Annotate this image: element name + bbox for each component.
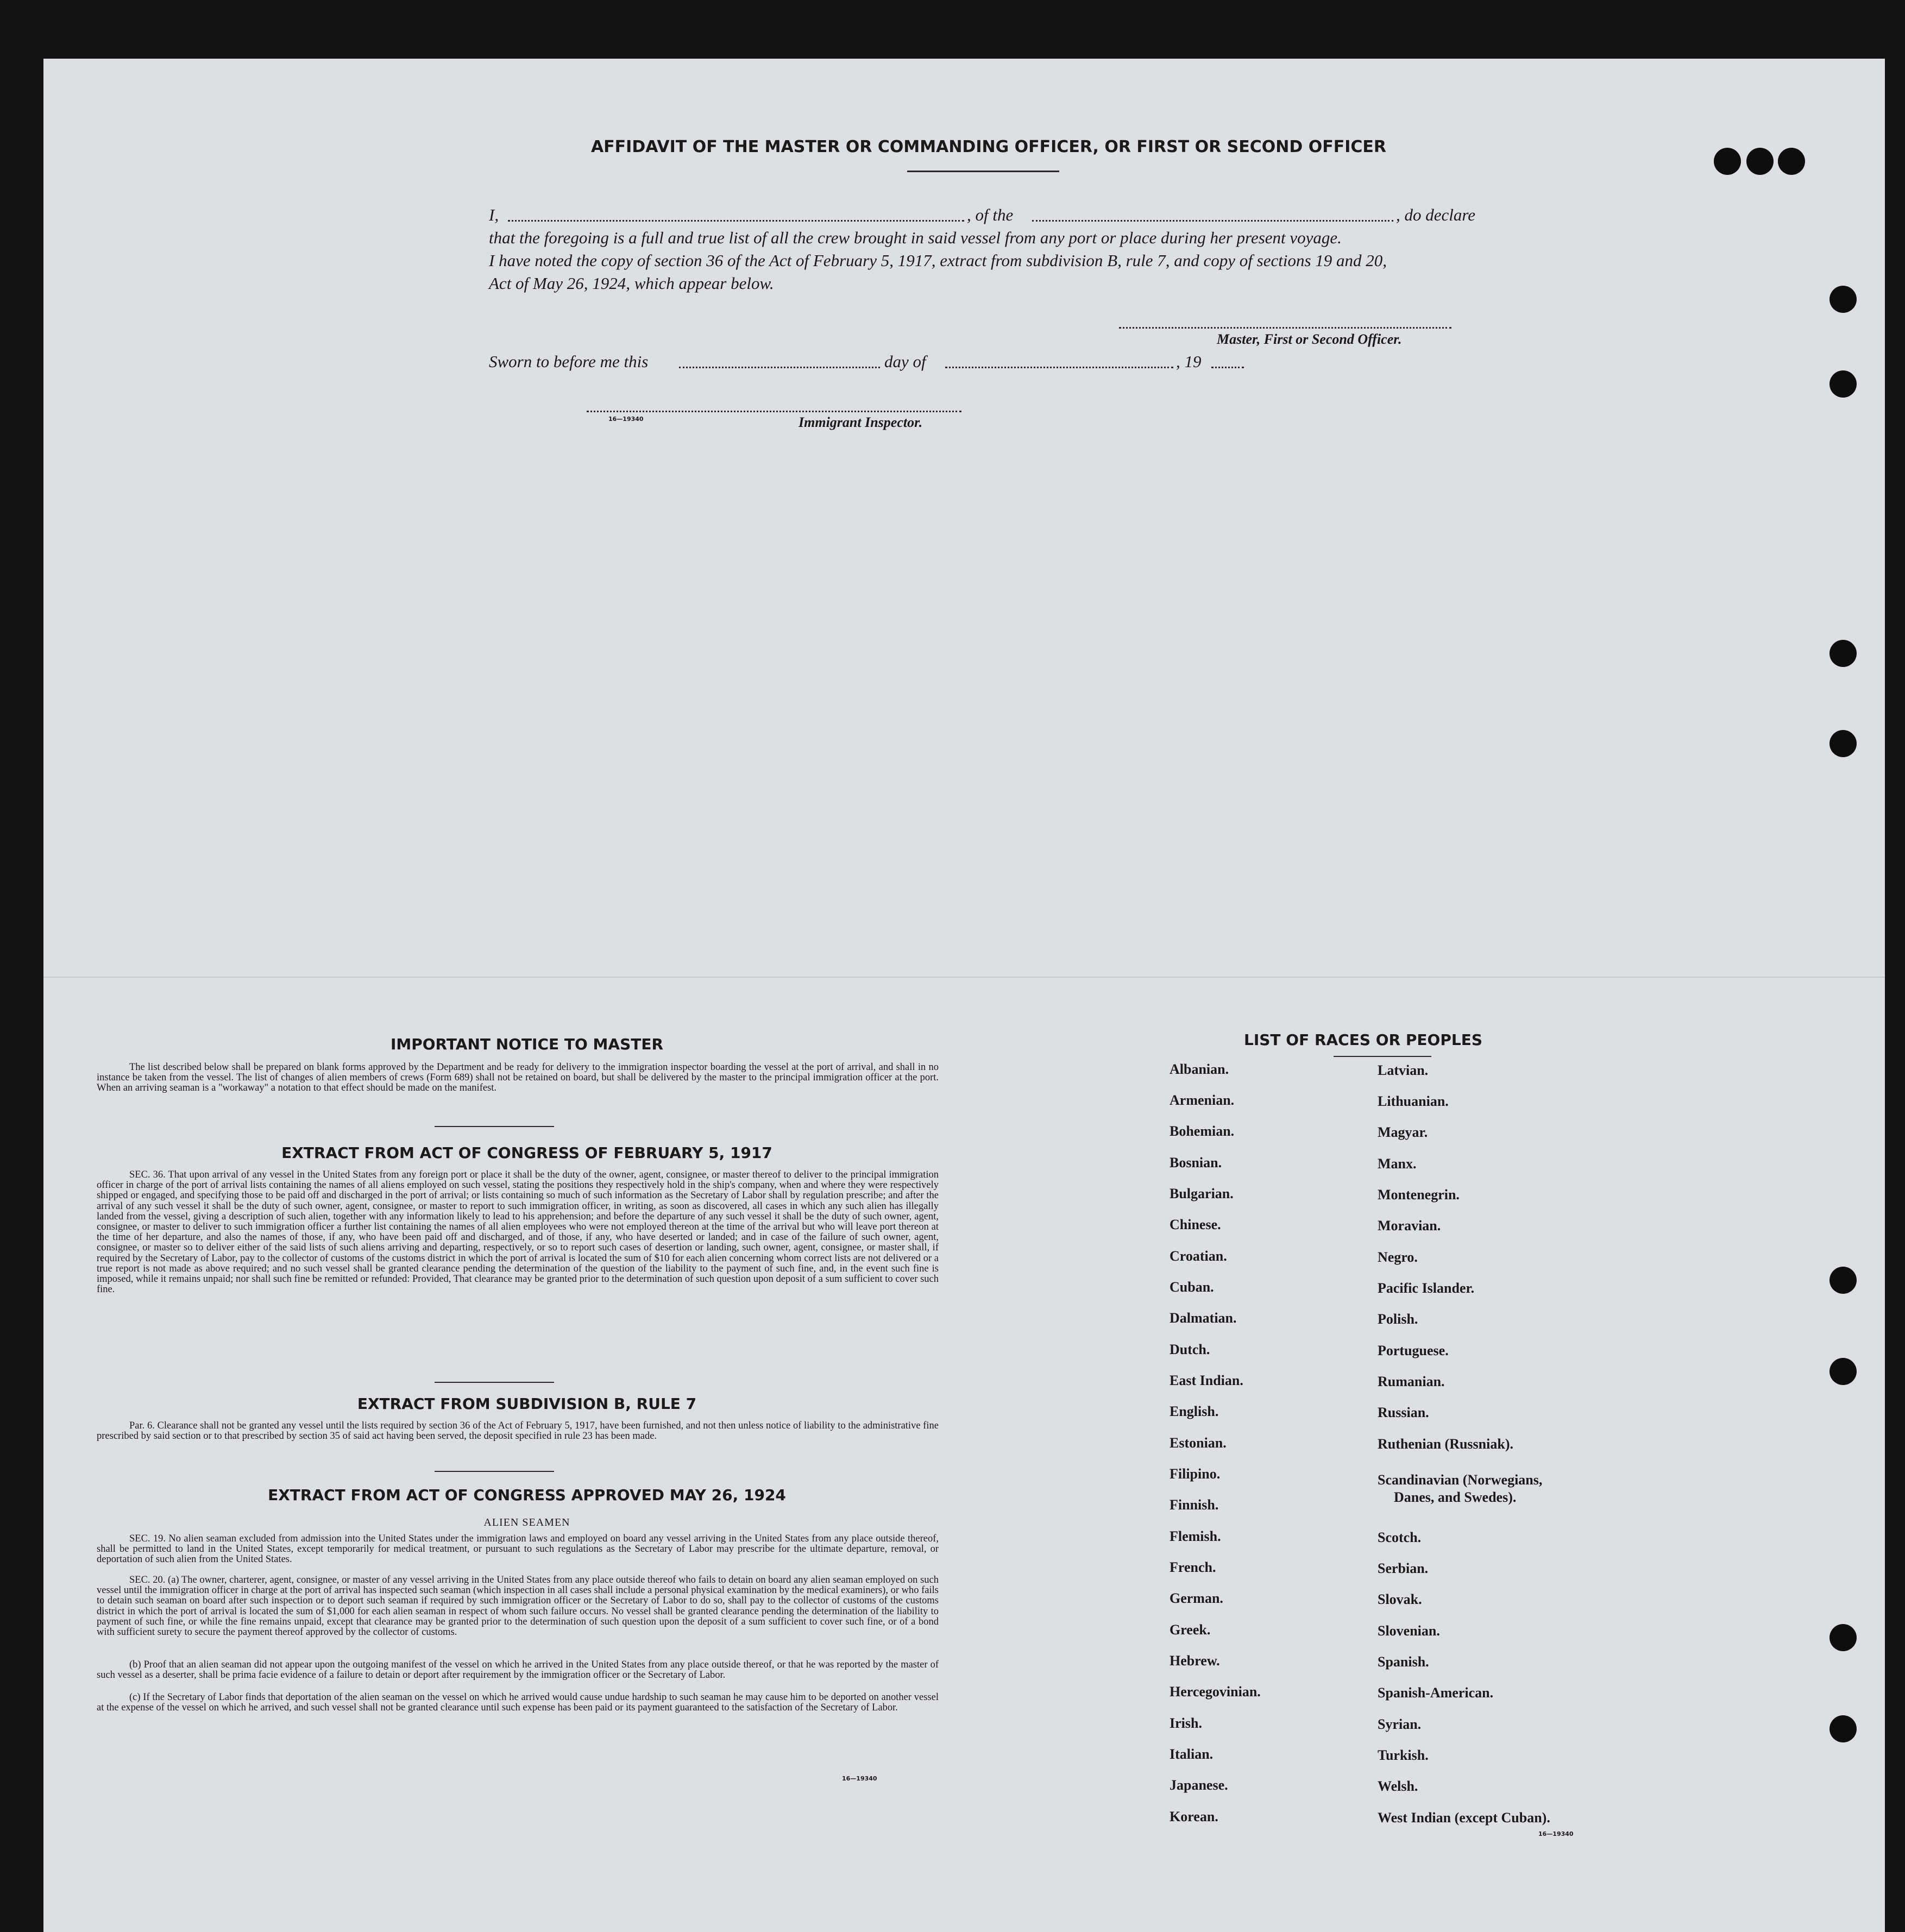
race-item: West Indian (except Cuban). [1378,1810,1550,1826]
extract-1917-title: EXTRACT FROM ACT OF CONGRESS OF FEBRUARY 5, 1917 [281,1144,772,1162]
sworn-month-field[interactable] [945,367,1173,368]
race-item: Bohemian. [1170,1123,1235,1139]
divider [435,1382,554,1383]
extract-1917-text: SEC. 36. That upon arrival of any vessel in the United States from any foreign port or place it shall be the duty of the owner, agent, consignee, or master thereof to deliver to the principal immigration officer in charge of the port of arrival lists containing the names of all aliens employed on such vessel, stating the positions they respectively hold in the ship's company, when and where they were respectively shipped or engaged, and specifying those to be paid off and discharged in the port of arrival; or lists containing so much of such information as the Secretary of Labor shall by regulation prescribe; and after the arrival of any such vessel it shall be the duty of such owner, agent, consignee, or master to report to such immigration officer, in writing, as soon as discovered, all cases in which any such alien has illegally landed from the vessel, giving a description of such alien, together with any information likely to lead to his apprehension; and before the departure of any such vessel it shall be the duty of such owner, agent, consignee, or master to deliver to such immigration officer a further list containing the names of all alien employees who were not employed thereon at the time of the arrival but who will leave port thereon at the time of her departure, and also the names of those, if any, who have been paid off and discharged, and of those, if any, who have deserted or landed; and in case of the failure of such owner, agent, consignee, or master so to deliver either of the said lists of such aliens arriving and departing, respectively, or so to report such cases of desertion or landing, such owner, agent, consignee, or master shall, if required by the Secretary of Labor, pay to the collector of customs of the customs district in which the port of arrival is located the sum of $10 for each alien concerning whom correct lists are not delivered or a true report is not made as above required; and no such vessel shall be granted clearance pending the determination of the question of the liability to the payment of such fine, and, in the event such fine is imposed, while it remains unpaid; nor shall such fine be remitted or refunded: Provided, That clearance may be granted prior to the determination of such question upon deposit of a sum sufficient to cover such fine. [97,1169,939,1295]
title-underline [907,171,1059,172]
race-item: Moravian. [1378,1218,1441,1234]
master-caption: Master, First or Second Officer. [1217,331,1402,347]
race-item: Korean. [1170,1809,1218,1824]
year-label: , 19 [1176,352,1202,371]
race-item: Montenegrin. [1378,1187,1460,1203]
form-number-top: 16—19340 [608,416,644,423]
punch-hole [1829,1624,1857,1651]
punch-hole [1829,730,1857,757]
race-item: Serbian. [1378,1560,1429,1576]
race-item: Latvian. [1378,1062,1429,1078]
affidavit-line-3: I have noted the copy of section 36 of the Act of February 5, 1917, extract from subdivision B, rule 7, and copy of sections 19 and 20, [489,251,1387,270]
race-item: Syrian. [1378,1716,1422,1732]
sec-19-text: SEC. 19. No alien seaman excluded from admission into the United States under the immigration laws and employed on board any vessel arriving in the United States from any place outside thereof, shall be permitted to land in the United States, except temporarily for medical treatment, or pursuant to such regulations as the Secretary of Labor may prescribe for the ultimate departure, removal, or deportation of such alien from the United States. [97,1533,939,1565]
race-item: Pacific Islander. [1378,1280,1475,1296]
fold-line [43,977,1885,978]
race-item: Danes, and Swedes). [1394,1489,1517,1505]
race-item: Spanish. [1378,1654,1429,1670]
vessel-name-field[interactable] [1032,220,1393,222]
sec-20b-text: (b) Proof that an alien seaman did not appear upon the outgoing manifest of the vessel on which he arrived in the United States from any place outside thereof, or that he was reported by the master of such vessel as a deserter, shall be prima facie evidence of a failure to detain or deport after requirement by the immigration officer or the Secretary of Labor. [97,1659,939,1681]
race-item: German. [1170,1590,1223,1606]
punch-hole [1746,148,1774,175]
race-item: Irish. [1170,1715,1202,1731]
declarant-label: I, [489,205,499,224]
race-item: Lithuanian. [1378,1093,1449,1109]
race-item: French. [1170,1559,1216,1575]
divider [435,1126,554,1127]
sworn-line [489,352,1277,374]
race-item: Russian. [1378,1405,1429,1420]
race-item: Portuguese. [1378,1343,1449,1358]
race-item: Turkish. [1378,1747,1429,1763]
extract-rule7-title: EXTRACT FROM SUBDIVISION B, RULE 7 [357,1395,697,1413]
race-item: Scandinavian (Norwegians, [1378,1472,1543,1488]
race-item: Magyar. [1378,1124,1428,1140]
form-number-bottom-left: 16—19340 [842,1775,877,1782]
race-item: Hercegovinian. [1170,1684,1261,1700]
race-item: Dalmatian. [1170,1310,1237,1326]
notice-text: The list described below shall be prepared on blank forms approved by the Department and be ready for delivery to the immigration inspector boarding the vessel at the port of arrival, and shall in no instance be taken from the vessel. The list of changes of alien members of crews (Form 689) shall not be retained on board, but shall be delivered by the master to the principal immigration officer at the port. When an arriving seaman is a "workaway" a notation to that effect should be made on the manifest. [97,1062,939,1094]
races-title: LIST OF RACES OR PEOPLES [1244,1031,1482,1049]
race-item: Hebrew. [1170,1653,1220,1669]
inspector-signature-line[interactable] [587,411,961,412]
race-item: Polish. [1378,1311,1418,1327]
races-title-underline [1334,1056,1431,1057]
race-item: Filipino. [1170,1466,1221,1482]
divider [435,1471,554,1472]
punch-hole [1829,370,1857,398]
race-item: Italian. [1170,1746,1214,1762]
punch-hole [1829,640,1857,667]
extract-1924-title: EXTRACT FROM ACT OF CONGRESS APPROVED MAY 26, 1924 [268,1486,786,1504]
sec-20a-text: SEC. 20. (a) The owner, charterer, agent, consignee, or master of any vessel arriving in the United States from any place outside thereof who fails to detain on board any alien seaman employed on such vessel until the immigration officer in charge at the port of arrival has inspected such seaman (which inspection in all cases shall include a personal physical examination by the medical examiners), or who fails to detain such seaman on board after such inspection or to deport such seaman if required by such immigration officer or the Secretary of Labor to do so, shall pay to the collector of customs of the customs district in which the port of arrival is located the sum of $1,000 for each alien seaman in respect of whom such failure occurs. No vessel shall be granted clearance pending the determination of the liability to payment of such fine, or while the fine remains unpaid, except that clearance may be granted prior to the determination of such question upon the deposit of a sum sufficient to cover such fine, or of a bond with sufficient surety to secure the payment thereof approved by the collector of customs. [97,1575,939,1638]
punch-hole [1829,286,1857,313]
punch-hole [1829,1267,1857,1294]
punch-hole [1714,148,1741,175]
race-item: Flemish. [1170,1528,1221,1544]
race-item: Rumanian. [1378,1374,1445,1389]
affidavit-title: AFFIDAVIT OF THE MASTER OR COMMANDING OFFICER, OR FIRST OR SECOND OFFICER [590,137,1387,156]
inspector-caption: Immigrant Inspector. [799,414,923,430]
punch-hole [1829,1358,1857,1385]
sworn-day-field[interactable] [679,367,880,368]
race-item: Albanian. [1170,1061,1229,1077]
race-item: Croatian. [1170,1248,1227,1264]
race-item: Finnish. [1170,1497,1219,1513]
race-item: Estonian. [1170,1435,1227,1451]
race-item: Slovak. [1378,1591,1422,1607]
race-item: Spanish-American. [1378,1685,1494,1701]
race-item: Ruthenian (Russniak). [1378,1436,1513,1452]
affidavit-line-4: Act of May 26, 1924, which appear below. [489,274,774,293]
notice-title: IMPORTANT NOTICE TO MASTER [390,1035,664,1053]
form-page [43,59,1885,1932]
race-item: Armenian. [1170,1092,1235,1108]
punch-hole [1778,148,1805,175]
declarant-name-field[interactable] [508,220,964,222]
race-item: Cuban. [1170,1279,1214,1295]
day-of-label: day of [884,352,926,371]
race-item: Chinese. [1170,1217,1221,1232]
race-item: Bulgarian. [1170,1186,1234,1201]
affidavit-line-2: that the foregoing is a full and true list of all the crew brought in said vessel from any port or place during her present voyage. [489,228,1342,247]
race-item: Greek. [1170,1622,1211,1638]
sec-20c-text: (c) If the Secretary of Labor finds that deportation of the alien seaman on the vessel on which he arrived would cause undue hardship to such seaman he may cause him to be deported on another vessel at the expense of the vessel on which he arrived, and such vessel shall not be granted clearance until such expense has been paid or its payment guaranteed to the satisfaction of the Secretary of Labor. [97,1692,939,1714]
of-the-label: , of the [967,205,1014,224]
form-number-bottom-right: 16—19340 [1538,1830,1574,1837]
race-item: Dutch. [1170,1342,1210,1357]
race-item: Japanese. [1170,1777,1228,1793]
sworn-year-field[interactable] [1211,367,1244,368]
race-item: Slovenian. [1378,1623,1440,1639]
master-signature-line[interactable] [1119,327,1451,329]
affidavit-line-1 [489,205,1521,227]
race-item: Manx. [1378,1156,1417,1172]
extract-1924-subtitle: ALIEN SEAMEN [483,1516,570,1528]
race-item: Negro. [1378,1249,1418,1265]
race-item: Bosnian. [1170,1155,1222,1170]
race-item: Welsh. [1378,1778,1418,1794]
punch-hole [1829,1715,1857,1742]
sworn-label: Sworn to before me this [489,352,649,371]
declare-label: , do declare [1396,205,1476,224]
race-item: East Indian. [1170,1373,1243,1388]
race-item: English. [1170,1404,1219,1419]
race-item: Scotch. [1378,1530,1422,1545]
extract-rule7-text: Par. 6. Clearance shall not be granted any vessel until the lists required by section 36 of the Act of February 5, 1917, have been furnished, and not then unless notice of liability to the administrative fine prescribed by said section or to that prescribed by section 35 of said act having been served, the deposit specified in rule 23 has been made. [97,1420,939,1442]
